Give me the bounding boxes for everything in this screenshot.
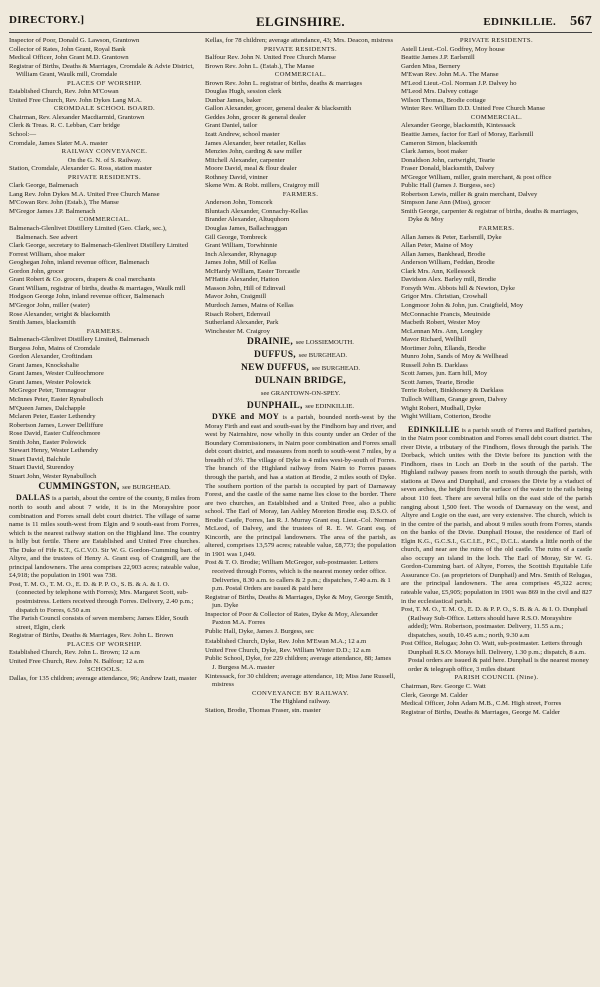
list-item: Station, Brodie, Thomas Fraser, stn. master xyxy=(205,706,321,714)
list-item: Clerk, George M. Calder xyxy=(401,691,468,699)
list-item: Established Church, Rev. John L. Brown; 12 a.m xyxy=(9,649,140,657)
list-item: Rose David, Easter Culfeochmore xyxy=(9,430,101,438)
section-heading: COMMERCIAL. xyxy=(78,216,131,224)
list-item: Smith George, carpenter & registrar of births, deaths & marriages, Dyke & Moy xyxy=(401,207,579,224)
list-item: Inch Alexander, Rhynagup xyxy=(205,250,277,258)
list-item: McLennan Mrs. Ann, Longley xyxy=(401,327,483,335)
text-line: The Highland railway. xyxy=(270,698,331,706)
section-heading: CONVEYANCE BY RAILWAY. xyxy=(251,689,350,697)
list-item: Lang Rev. John Dykes M.A. United Free Church Manse xyxy=(9,190,160,198)
list-item: Cromdale, James Slater M.A. master xyxy=(9,139,108,147)
list-item: Grant William, Torwhinnie xyxy=(205,242,278,250)
place-name: CUMMINGSTON, xyxy=(38,482,120,493)
list-item: Clerk & Treas. R. C. Lebban, Carr bridge xyxy=(9,122,120,130)
list-item: Medical Officer, John Grant M.D. Grantown xyxy=(9,54,129,62)
list-item: Beattie James, factor for Earl of Moray, Earlsmill xyxy=(401,131,534,139)
list-item: Forrest William, shoe maker xyxy=(9,250,86,258)
place-name: DUFFUS, xyxy=(254,350,296,361)
list-item: Grant James, Wester Culfeochmore xyxy=(9,370,104,378)
header-parish-name: EDINKILLIE. xyxy=(483,16,557,28)
page-number: 567 xyxy=(570,14,592,29)
list-item: Public Hall (James J. Burgess, sec) xyxy=(401,182,495,190)
list-item: James Alexander, beer retailer, Kellas xyxy=(205,139,306,147)
list-item: Dallas, for 135 children; average attendance, 96; Andrew Izatt, master xyxy=(9,674,197,682)
list-item: Winter Rev. William D.D. United Free Church Manse xyxy=(401,105,546,113)
list-item: Clark George, secretary to Balmenach-Glenlivet Distillery Limited xyxy=(9,242,189,250)
section-heading: FARMERS. xyxy=(478,225,515,233)
list-item: James John, Mill of Kellas xyxy=(205,259,277,267)
list-item: Russell John B. Darklass xyxy=(401,361,468,369)
list-item: Gallon Alexander, grocer, general dealer & blacksmith xyxy=(205,105,352,113)
list-item: Clark James, boot maker xyxy=(401,148,468,156)
list-item: Balmenach-Glenlivet Distillery Limited, Balmenach xyxy=(9,336,150,344)
list-item: Public Hall, Dyke, James J. Burgess, sec xyxy=(205,627,314,635)
list-item: Murdoch James, Mains of Kellas xyxy=(205,301,294,309)
post-office-info: Post Office, Relugas; John O. Watt, sub-postmaster. Letters through Dunphail R.S.O. Morays hill. Delivery, 1.30 p.m.; dispatch, 8 a.m. Postal orders are issued & paid here. Dunphail is the nearest money order & telegraph office, 3 miles distant xyxy=(401,640,589,673)
place-heading-drainie xyxy=(205,336,396,349)
list-item: Mavor Richard, Wellhill xyxy=(401,336,467,344)
description-text: is a parish south of Forres and Rafford parishes, in the Nairn poor combination and Forres small debt court district. The river Divie, a tributary of the Findhorn, flows through the parish. The Dorback, which unites with the Divie before its junction with the Findhorn, rises in Loch an Dorb in the south of the parish. The Highland railway passes from north to south through the parish, with stations at Dava and Dunphail, and crosses the Divie by a viaduct of seven arches, the height from the surface of the water to the rails being about 110 feet. There are several hills on the east side of the parish ranging about 1,500 feet. The woods of Darnaway on the west, and Altyre and Logie on the east, are very extensive. The church, which is in the centre of the parish, and about 9 miles south from Forres, stands on the banks of the Divie. Dunphail House, the residence of Earl of Elgin K.G., G.C.S.I., G.C.I.E., P.C., D.C.L. stands a little north of the church, and near are the ruins of the old castle. The ruins of a castle also occupy an island in the loch. The Earl of Moray, Sir W. G. Gordon-Cumming bart. of Altyre, Forres, the Scottish Equitable Life Assurance Co. (as proprietors of Dunphail) and Mrs. Smith of Relugas, are the principal landowners. The area comprises 45,322 acres; rateable value, £5,905; population in 1901 was 869 in the civil and 827 in the ecclesiastical parish. xyxy=(401,426,592,605)
list-item: Wight Robert, Mudhall, Dyke xyxy=(401,404,482,412)
section-heading: CROMDALE SCHOOL BOARD. xyxy=(53,105,156,113)
list-item: Grigor Mrs. Christian, Crowhall xyxy=(401,293,488,301)
list-item: Macbeth Robert, Wester Moy xyxy=(401,319,481,327)
list-item: M'Cowan Rev. John (Estab.), The Manse xyxy=(9,199,119,207)
list-item: Mortimer John, Ellands, Brodie xyxy=(401,344,486,352)
parish-description-dyke xyxy=(205,413,396,559)
list-item: Public School, Dyke, for 229 children; average attendance, 88; James J. Burgess M.A. master xyxy=(205,655,392,671)
list-item: Gordon Alexander, Croftindam xyxy=(9,353,93,361)
list-item: Izatt Andrew, school master xyxy=(205,131,280,139)
list-item: Grant James, Wester Polowick xyxy=(9,378,91,386)
list-item: Brown Rev. John L. registrar of births, deaths & marriages xyxy=(205,79,363,87)
page-header xyxy=(9,12,592,33)
list-item: Kellas, for 78 children; average attendance, 43; Mrs. Deacon, mistress xyxy=(205,37,394,44)
list-item: Risach Robert, Edenvail xyxy=(205,310,271,318)
list-item: M'Gregor John, miller (water) xyxy=(9,301,90,309)
list-item: Scott James, Tearie, Brodie xyxy=(401,378,475,386)
section-heading: COMMERCIAL. xyxy=(274,71,327,79)
list-item: Stuart David, Sturendoy xyxy=(9,464,74,472)
place-heading-duffus xyxy=(205,349,396,362)
list-item: Balmenach-Glenlivet Distillery Limited (Geo. Clark, sec.), Balmenach. See advert xyxy=(9,225,167,241)
list-item: Clark Mrs. Ann, Kellessock xyxy=(401,267,476,275)
list-item: Sutherland Alexander, Park xyxy=(205,319,279,327)
section-heading: PRIVATE RESIDENTS. xyxy=(263,45,338,53)
list-item: Geddes John, grocer & general dealer xyxy=(205,113,307,121)
section-heading: PLACES OF WORSHIP. xyxy=(67,79,142,87)
list-item: Allan Peter, Maine of Moy xyxy=(401,242,473,250)
list-item: Anderson William, Feddan, Brodie xyxy=(401,259,495,267)
place-name: DALLAS xyxy=(16,493,51,503)
list-item: Rose Alexander, wright & blacksmith xyxy=(9,310,110,318)
list-item: M'Gregor James J.P. Balmenach xyxy=(9,207,96,215)
list-item: Moore David, meal & flour dealer xyxy=(205,165,297,173)
list-item: Forsyth Wm. Abbots hill & Newton, Dyke xyxy=(401,284,515,292)
list-item: Collector of Rates, John Grant, Royal Bank xyxy=(9,45,126,53)
list-item: M'Hattie Alexander, Hatton xyxy=(205,276,279,284)
list-item: Douglas James, Ballachraggan xyxy=(205,225,288,233)
list-item: Munro John, Sands of Moy & Wellhead xyxy=(401,353,508,361)
description-text: is a parish, bounded north-west by the Moray Firth and east and south-east by the Findhorn bay and river, and west by Nairnshire, now wholly in this county under an Order of the Boundary Commissioners, in Nairn poor combination and Forres small debt court district, and measures from north to south-west 7 miles, by a breadth of 3½. The village of Dyke is 4 miles west-by-south of Forres. The branch of the Highland railway from Nairn to Forres passes through the parish, and has a station at Brodie, 2 miles south of Dyke. The southern portion of the parish is occupied by part of Darnaway Forest, and the castle of the same name lies close to the border. There are two churches, an Established and a United Free, also a public school. The Earl of Moray, Ian Ashley Moreton Brodie esq. D.S.O. of Brodie Castle, Forres, Ian R. J. Murray Grant esq. Lieut.-Col. Norman McLeod, of Dalvey, and the trustees of R. E. W. Grant esq. of Kincorth, are the principal landowners. The area of the parish, as altered, comprises 13,579 acres; rateable value, £8,773; the population in 1901 was 1,049. xyxy=(205,414,396,558)
place-name: DULNAIN BRIDGE, xyxy=(254,376,347,387)
list-item: Geoghegan John, inland revenue officer, Balmenach xyxy=(9,259,150,267)
list-item: M'Leod Lieut.-Col. Norman J.P. Dalvey ho xyxy=(401,79,517,87)
list-item: Alexander George, blacksmith, Kintessack xyxy=(401,122,516,130)
list-item: United Free Church, Rev. John N. Balfour; 12 a.m xyxy=(9,657,144,665)
list-item: McInnes Peter, Easter Rynabulloch xyxy=(9,395,104,403)
list-item: Dunbar James, baker xyxy=(205,96,262,104)
list-item: Astell Lieut.-Col. Godfrey, Moy house xyxy=(401,45,505,53)
list-item: Davidson Alex. Barley mill, Brodie xyxy=(401,276,497,284)
list-item: Established Church, Rev. John M'Cowan xyxy=(9,88,119,96)
list-item: Fraser Donald, blacksmith, Dalvey xyxy=(401,165,495,173)
list-item: Mavor John, Craigmill xyxy=(205,293,267,301)
list-item: Gordon John, grocer xyxy=(9,267,65,275)
list-item: Masson John, Hill of Edinvail xyxy=(205,284,286,292)
list-item: Allan James, Bankhead, Brodie xyxy=(401,250,486,258)
header-county: ELGINSHIRE. xyxy=(256,14,345,29)
section-heading: FARMERS. xyxy=(86,327,123,335)
list-item: Registrar of Births, Deaths & Marriages, Dyke & Moy, George Smith, jun. Dyke xyxy=(205,593,394,610)
parish-description-dallas xyxy=(9,494,200,580)
place-name: EDINKILLIE xyxy=(408,424,460,434)
list-item: Menzies John, carding & saw miller xyxy=(205,148,302,156)
list-item: Brander Alexander, Altuquhorn xyxy=(205,216,290,224)
list-item: Anderson John, Tomcork xyxy=(205,199,273,207)
list-item: Cameron Simon, blacksmith xyxy=(401,139,478,147)
list-item: Balfour Rev. John N. United Free Church Manse xyxy=(205,54,336,62)
section-heading: PLACES OF WORSHIP. xyxy=(67,640,142,648)
list-item: Stuart David, Balchule xyxy=(9,455,71,463)
list-item: Robertson James, Lower Delliffure xyxy=(9,421,104,429)
list-item: Registrar of Births, Deaths & Marriages, George M. Calder xyxy=(401,708,561,716)
list-item: Winchester M. Craigroy xyxy=(205,327,270,335)
list-item: Established Church, Dyke, Rev. John M'Ewan M.A.; 12 a.m xyxy=(205,638,367,646)
section-heading: PARISH COUNCIL (Nine). xyxy=(454,674,539,682)
place-heading-dulnain-bridge xyxy=(205,375,396,400)
list-item: Garden Miss, Bernery xyxy=(401,62,461,70)
list-item: McGregor Peter, Tomnagour xyxy=(9,387,86,395)
list-item: Donaldson John, cartwright, Tearie xyxy=(401,156,495,164)
list-item: McConnachie Francis, Meuirside xyxy=(401,310,491,318)
list-item: Smith John, Easter Polowick xyxy=(9,438,87,446)
parish-description-edinkillie xyxy=(401,426,592,606)
section-heading: FARMERS. xyxy=(282,190,319,198)
cross-reference: see LOSSIEMOUTH. xyxy=(295,339,354,347)
place-name: NEW DUFFUS, xyxy=(240,363,309,374)
column-2 xyxy=(205,37,396,987)
description-text: is a parish, about the centre of the county, 8 miles from north to south and about 7 wide, it is in the Morayshire poor combination and Forres small debt court district. The village of same name is 11 miles south-west from Elgin and 9 south-east from Forres, which is the nearest railway station on the Highland line. The country is hilly but fertile. There are Established and United Free churches. The Duke of Fife K.T., G.C.V.O. Sir W. G. Gordon-Cumming bart. of Altyre, and the trustees of Henry A. Grant esq. of Craigmill, are the principal landowners. The area comprises 22,903 acres; rateable value, £4,918; the population in 1901 was 738. xyxy=(9,495,200,580)
list-item: Inspector of Poor & Collector of Rates, Dyke & Moy, Alexander Paxton M.A. Forres xyxy=(205,610,379,627)
list-item: Wight William, Cotterton, Brodie xyxy=(401,413,491,421)
list-item: M'Queen James, Dalchapple xyxy=(9,404,86,412)
list-item: Stewart Henry, Wester Lethendry xyxy=(9,447,99,455)
place-name: DRAINIE, xyxy=(247,337,293,348)
list-item: Mitchell Alexander, carpenter xyxy=(205,156,285,164)
list-item: Skene Wm. & Robt. millers, Craigroy mill xyxy=(205,182,320,190)
list-item: M'Ewan Rev. John M.A. The Manse xyxy=(401,71,499,79)
list-item: Scott James, jun. Earn hill, Moy xyxy=(401,370,488,378)
header-directory: DIRECTORY.] xyxy=(9,14,85,26)
section-heading: PRIVATE RESIDENTS. xyxy=(459,37,534,44)
list-item: Smith James, blacksmith xyxy=(9,319,76,327)
list-item: The Parish Council consists of seven members; James Elder, South street, Elgin, clerk xyxy=(9,615,189,631)
place-name: DUNPHAIL, xyxy=(246,401,303,412)
list-item: Chairman, Rev. George C. Watt xyxy=(401,683,486,691)
list-item: Chairman, Rev. Alexander Macdiarmid, Grantown xyxy=(9,113,145,121)
post-office-info: Post, T. M. O., T. M. O., E. D. & P. P. O., S. B. & A. & I. O. Dunphail (Railway Sub-Office. Letters should have R.S.O. Morayshire added); Wm. Robertson, postmaster. Delivery, 11.55 a.m.; dispatches, south, 10.45 a.m.; north, 9.30 a.m xyxy=(401,606,588,639)
cross-reference: see BURGHEAD. xyxy=(298,352,347,360)
list-item: Simpson Jane Ann (Miss), grocer xyxy=(401,199,491,207)
list-item: Clark George, Balmenach xyxy=(9,182,79,190)
place-heading-new-duffus xyxy=(205,362,396,375)
list-item: Longmoor John & John, jun. Craigfield, Moy xyxy=(401,301,524,309)
list-item: Wilson Thomas, Brodie cottage xyxy=(401,96,486,104)
section-heading: COMMERCIAL. xyxy=(470,113,523,121)
list-item: Grant William, registrar of births, deaths & marriages, Waulk mill xyxy=(9,284,186,292)
list-item: Beattie James J.P. Earlsmill xyxy=(401,54,475,62)
list-item: Burgess John, Mains of Cromdale xyxy=(9,344,101,352)
text-line: On the G. N. of S. Railway. xyxy=(67,156,142,164)
list-item: Registrar of Births, Deaths & Marriages, Rev. John L. Brown xyxy=(9,632,174,640)
list-item: Stuart John, Wester Rynabulloch xyxy=(9,472,97,480)
list-item: Kintessack, for 30 children; average attendance, 18; Miss Jane Russell, mistress xyxy=(205,672,396,689)
cross-reference: see BURGHEAD. xyxy=(122,484,171,492)
list-item: Hodgson George John, inland revenue officer, Balmenach xyxy=(9,293,165,301)
list-item: Douglas Hugh, session clerk xyxy=(205,88,282,96)
column-3 xyxy=(401,37,592,987)
list-item: Brown Rev. John L. (Estab.), The Manse xyxy=(205,62,315,70)
list-item: United Free Church, Rev. John Dykes Lang M.A. xyxy=(9,96,142,104)
list-item: Station, Cromdale, Alexander G. Ross, station master xyxy=(9,165,153,173)
list-item: Terrie Robert, Binkhonery & Darklass xyxy=(401,387,504,395)
cross-reference: see BURGHEAD. xyxy=(311,365,361,373)
post-office-info: Post, T. M. O., T. M. O., E. D. & P. P. O., S. B. & A. & I. O. (connected by telephone with Forres); Mrs. Margaret Scott, sub-postmistress. Letters received through Forres. Delivery, 2.40 p.m.; dispatch to Forres, 6.50 a.m xyxy=(9,580,194,614)
list-item: McHardy William, Easter Torcastle xyxy=(205,267,300,275)
list-item: United Free Church, Dyke, Rev. William Winter D.D.; 12 a.m xyxy=(205,646,371,654)
cross-reference: see GRANTOWN-ON-SPEY. xyxy=(260,390,341,398)
list-item: Bluntach Alexander, Connachy-Kellas xyxy=(205,207,308,215)
list-item: Tulloch William, Grange green, Dalvey xyxy=(401,395,507,403)
list-item: School:— xyxy=(9,131,37,139)
header-parish xyxy=(483,14,592,30)
list-item: M'Leod Mrs. Dalvey cottage xyxy=(401,88,478,96)
list-item: Rothney David, vintner xyxy=(205,173,268,181)
list-item: Allan James & Peter, Earlsmill, Dyke xyxy=(401,233,502,241)
list-item: Grant James, Knockshalie xyxy=(9,361,80,369)
list-item: Grant Daniel, tailor xyxy=(205,122,258,130)
list-item: Registrar of Births, Deaths & Marriages, Cromdale & Advie District, William Grant, Waulk mill, Cromdale xyxy=(9,62,194,79)
list-item: Medical Officer, John Adam M.B., C.M. High street, Forres xyxy=(401,700,562,708)
column-1 xyxy=(9,37,200,987)
post-office-info: Post & T. O. Brodie; William McGregor, sub-postmaster. Letters received through Forres, which is the nearest money order office. Deliveries, 8.30 a.m. to callers & 2 p.m.; dispatches, 7.40 a.m. & 1 p.m. Postal Orders are issued & paid here xyxy=(205,559,391,593)
list-item: Robertson Lewis, miller & grain merchant, Dalvey xyxy=(401,190,538,198)
list-item: Grant Robert & Co. grocers, drapers & coal merchants xyxy=(9,276,156,284)
list-item: M'Gregor William, miller, grain merchant, & post office xyxy=(401,173,552,181)
cross-reference: see EDINKILLIE. xyxy=(305,403,355,411)
list-item: Inspector of Poor, Donald G. Lawson, Grantown xyxy=(9,37,140,44)
place-name: DYKE and MOY xyxy=(212,412,279,422)
list-item: Mclaren Peter, Easter Lethendry xyxy=(9,413,96,421)
section-heading: PRIVATE RESIDENTS. xyxy=(67,173,142,181)
section-heading: RAILWAY CONVEYANCE. xyxy=(61,148,148,156)
section-heading: SCHOOLS. xyxy=(86,666,123,674)
list-item: Gill George, Tombreck xyxy=(205,233,267,241)
